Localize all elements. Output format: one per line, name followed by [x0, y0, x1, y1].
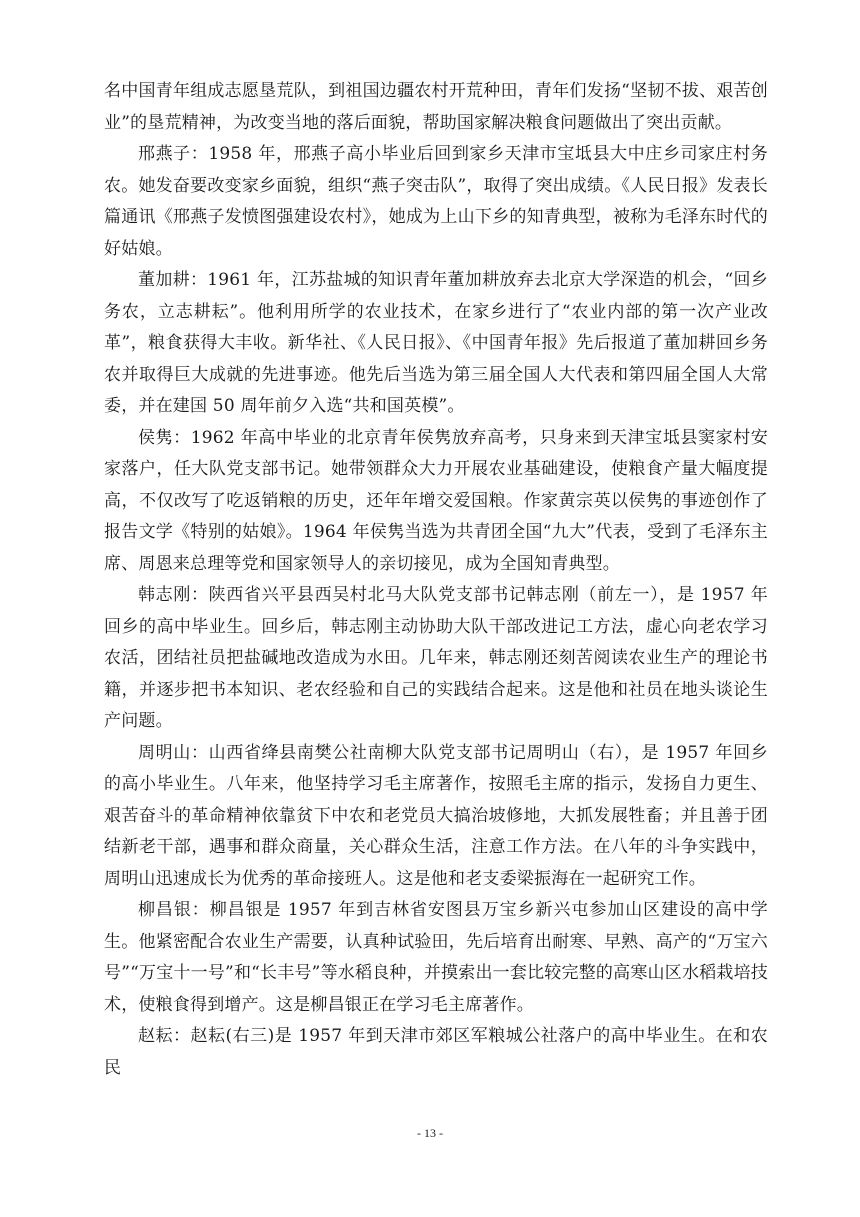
paragraph-zhou-mingshan: 周明山：山西省绛县南樊公社南柳大队党支部书记周明山（右），是 1957 年回乡的高小毕业生。八年来，他坚持学习毛主席著作，按照毛主席的指示，发扬自力更生、艰苦奋斗的革命精神依靠贫下中农和老党员大搞治坡修地，大抓发展牲畜；并且善于团结新老干部，遇事和群众商量，关心群众生活，注意工作方法。在八年的斗争实践中，周明山迅速成长为优秀的革命接班人。这是他和老支委梁振海在一起研究工作。: [104, 742, 768, 889]
paragraph-dong-jiageng: 董加耕：1961 年，江苏盐城的知识青年董加耕放弃去北京大学深造的机会，“回乡务农，立志耕耘”。他利用所学的农业技术，在家乡进行了“农业内部的第一次产业改革”，粮食获得大丰收。新华社、《人民日报》、《中国青年报》先后报道了董加耕回乡务农并取得巨大成就的先进事迹。他先后当选为第三届全国人大代表和第四届全国人大常委，并在建国 50 周年前夕入选“共和国英模”。: [104, 270, 768, 416]
paragraph-hou-jun: 侯隽：1962 年高中毕业的北京青年侯隽放弃高考，只身来到天津宝坻县窦家村安家落户，任大队党支部书记。她带领群众大力开展农业基础建设，使粮食产量大幅度提高，不仅改写了吃返销粮的历史，还年年增交爱国粮。作家黄宗英以侯隽的事迹创作了报告文学《特别的姑娘》。1964 年侯隽当选为共青团全国“九大”代表，受到了毛泽东主席、周恩来总理等党和国家领导人的亲切接见，成为全国知青典型。: [104, 427, 768, 574]
paragraph-continuation: 名中国青年组成志愿垦荒队，到祖国边疆农村开荒种田，青年们发扬“坚韧不拔、艰苦创业”的垦荒精神，为改变当地的落后面貌，帮助国家解决粮食问题做出了突出贡献。: [104, 81, 768, 133]
page-number: - 13 -: [417, 1126, 443, 1140]
paragraph-liu-changyin: 柳昌银：柳昌银是 1957 年到吉林省安图县万宝乡新兴屯参加山区建设的高中学生。他紧密配合农业生产需要，认真种试验田，先后培育出耐寒、早熟、高产的“万宝六号”“万宝十一号”和“长丰号”等水稻良种，并摸索出一套比较完整的高寒山区水稻栽培技术，使粮食得到增产。这是柳昌银正在学习毛主席著作。: [104, 900, 768, 1015]
paragraph-xing-yanzi: 邢燕子：1958 年，邢燕子高小毕业后回到家乡天津市宝坻县大中庄乡司家庄村务农。她发奋要改变家乡面貌，组织“燕子突击队”，取得了突出成绩。《人民日报》发表长篇通讯《邢燕子发愤图强建设农村》，她成为上山下乡的知青典型，被称为毛泽东时代的好姑娘。: [104, 144, 768, 259]
paragraph-zhao-yun: 赵耘：赵耘(右三)是 1957 年到天津市郊区军粮城公社落户的高中毕业生。在和农民: [104, 1026, 768, 1078]
body-text: [104, 76, 768, 1084]
paragraph-han-zhigang: 韩志刚：陕西省兴平县西吴村北马大队党支部书记韩志刚（前左一），是 1957 年回乡的高中毕业生。回乡后，韩志刚主动协助大队干部改进记工方法，虚心向老农学习农活，团结社员把盐碱地改造成为水田。几年来，韩志刚还刻苦阅读农业生产的理论书籍，并逐步把书本知识、老农经验和自己的实践结合起来。这是他和社员在地头谈论生产问题。: [104, 585, 768, 731]
